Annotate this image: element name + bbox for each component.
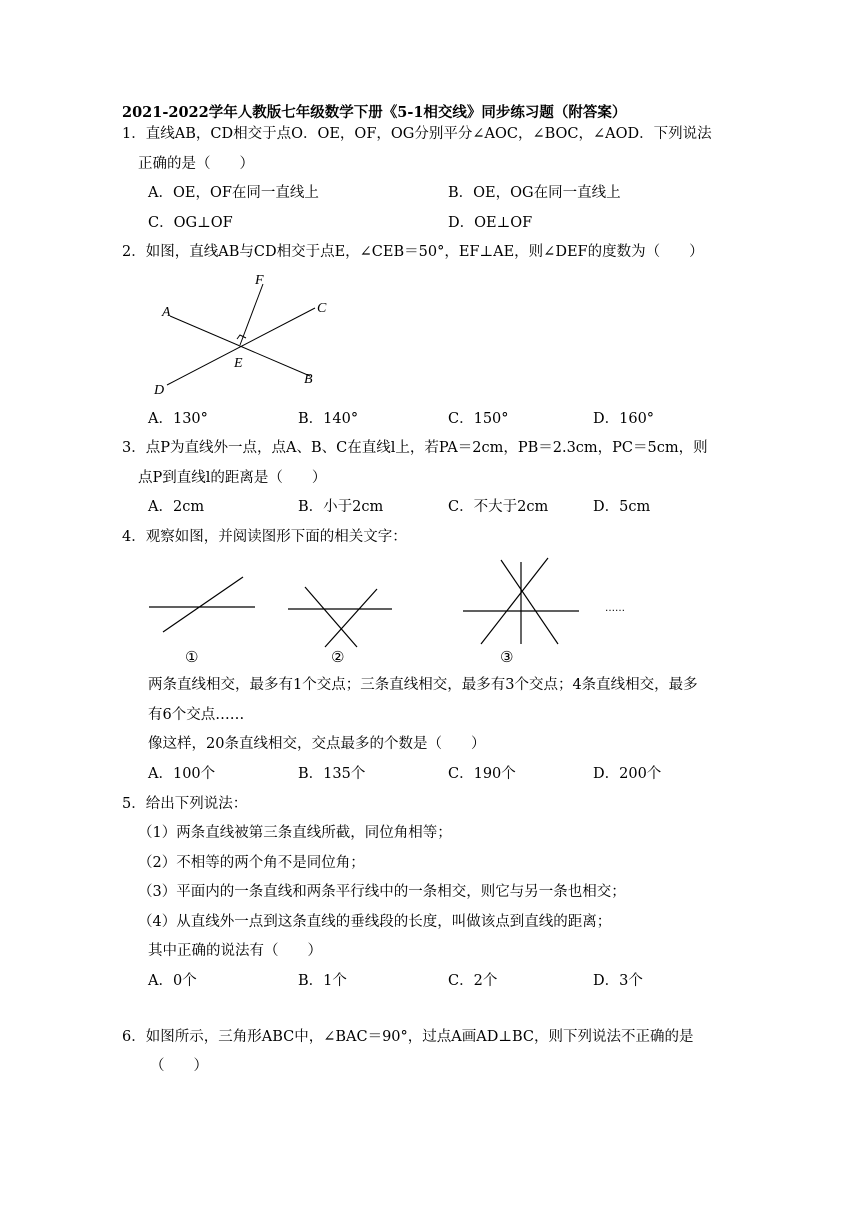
question-4-text-line2: 有6个交点…… (148, 707, 245, 723)
page-title: 2021-2022学年人教版七年级数学下册《5-1相交线》同步练习题（附答案） (122, 104, 627, 121)
question-1-stem-line2: 正确的是（ ） (138, 156, 254, 172)
question-5-option-b: B．1个 (298, 973, 347, 989)
question-2-option-c: C．150° (448, 411, 509, 427)
question-5-statement-2: （2）不相等的两个角不是同位角； (138, 855, 365, 871)
question-5-option-a: A．0个 (148, 973, 197, 989)
question-1-option-a: A．OE，OF在同一直线上 (148, 185, 319, 201)
question-5-statement-3: （3）平面内的一条直线和两条平行线中的一条相交，则它与另一条也相交； (138, 884, 626, 900)
question-1-option-b: B．OE，OG在同一直线上 (448, 185, 621, 201)
question-2-figure (145, 272, 345, 397)
question-2-option-b: B．140° (298, 411, 359, 427)
question-1-option-c: C．OG⊥OF (148, 215, 233, 231)
question-4-option-b: B．135个 (298, 766, 366, 782)
label-e: E (234, 356, 243, 371)
question-6-stem-line1: 6．如图所示，三角形ABC中，∠BAC＝90°，过点A画AD⊥BC，则下列说法不正确的是 (122, 1029, 694, 1045)
fig3-slant-line-2 (501, 560, 558, 644)
question-2-stem: 2．如图，直线AB与CD相交于点E，∠CEB＝50°，EF⊥AE，则∠DEF的度数为（ ） (122, 244, 704, 260)
ray-ef (240, 284, 263, 345)
question-1-stem-line1: 1．直线AB，CD相交于点O．OE，OF，OG分别平分∠AOC，∠BOC，∠AOD．下列说法 (122, 126, 712, 142)
question-5-ask: 其中正确的说法有（ ） (148, 943, 322, 959)
question-4-option-c: C．190个 (448, 766, 516, 782)
label-a: A (162, 305, 171, 320)
label-d: D (154, 383, 165, 398)
question-4-text-line3: 像这样，20条直线相交，交点最多的个数是（ ） (148, 736, 486, 752)
label-f: F (255, 273, 264, 288)
line-cd (167, 308, 315, 385)
question-3-option-c: C．不大于2cm (448, 499, 549, 515)
fig2-slant-line-2 (325, 589, 377, 647)
fig-ellipsis: …… (605, 603, 625, 614)
question-2-option-a: A．130° (148, 411, 208, 427)
fig2-slant-line-1 (305, 587, 357, 647)
question-3-option-a: A．2cm (148, 499, 205, 515)
label-c: C (317, 301, 327, 316)
fig1-slant-line (163, 577, 243, 632)
question-3-option-d: D．5cm (593, 499, 651, 515)
label-b: B (304, 372, 313, 387)
question-1-option-d: D．OE⊥OF (448, 215, 533, 231)
question-2-option-d: D．160° (593, 411, 655, 427)
fig3-label: ③ (500, 648, 514, 666)
question-5-statement-4: （4）从直线外一点到这条直线的垂线段的长度，叫做该点到直线的距离； (138, 914, 612, 930)
question-3-option-b: B．小于2cm (298, 499, 384, 515)
question-4-option-a: A．100个 (148, 766, 216, 782)
question-4-text-line1: 两条直线相交，最多有1个交点；三条直线相交，最多有3个交点；4条直线相交，最多 (148, 677, 698, 693)
fig1-label: ① (185, 648, 199, 666)
question-6-stem-line2: （ ） (150, 1058, 208, 1074)
question-3-stem-line2: 点P到直线l的距离是（ ） (138, 470, 327, 486)
question-4-option-d: D．200个 (593, 766, 662, 782)
question-4-figure (145, 552, 665, 667)
question-4-stem: 4．观察如图，并阅读图形下面的相关文字： (122, 529, 407, 545)
fig2-label: ② (331, 648, 345, 666)
question-3-stem-line1: 3．点P为直线外一点，点A、B、C在直线l上，若PA＝2cm，PB＝2.3cm，PC＝5cm，则 (122, 440, 708, 456)
question-5-option-d: D．3个 (593, 973, 643, 989)
fig3-slant-line-1 (481, 558, 548, 644)
question-5-stem: 5．给出下列说法： (122, 796, 248, 812)
question-5-statement-1: （1）两条直线被第三条直线所截，同位角相等； (138, 825, 452, 841)
right-angle-mark (237, 335, 246, 339)
question-5-option-c: C．2个 (448, 973, 498, 989)
